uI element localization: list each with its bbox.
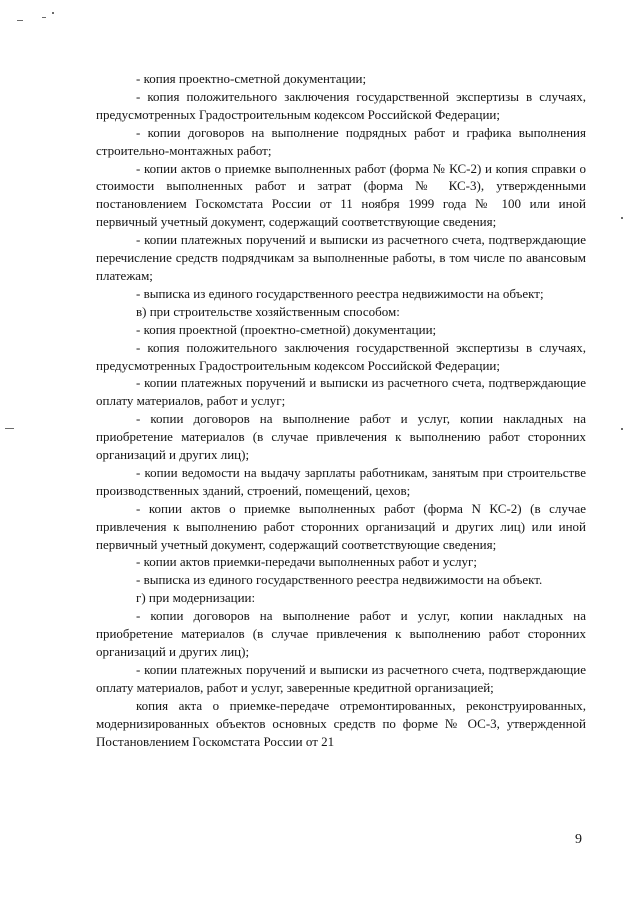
scan-mark bbox=[17, 20, 23, 21]
paragraph: - копии платежных поручений и выписки из расчетного счета, подтверждающие оплату материалов, работ и услуг; bbox=[96, 375, 586, 409]
section-heading: г) при модернизации: bbox=[136, 590, 256, 606]
paragraph: - копии актов приемки-передачи выполненных работ и услуг; bbox=[136, 554, 477, 570]
paragraph: - выписка из единого государственного реестра недвижимости на объект; bbox=[136, 285, 544, 301]
paragraph: - копии договоров на выполнение работ и услуг, копии накладных на приобретение материалов (в случае привлечения к выполнению работ сторонних организаций и других лиц); bbox=[96, 411, 586, 463]
paragraph: - копия проектной (проектно-сметной) документации; bbox=[136, 321, 437, 337]
paragraph: - копия положительного заключения государственной экспертизы в случаях, предусмотренных Градостроительным кодексом Российской Федерации; bbox=[96, 88, 586, 122]
paragraph: - копии договоров на выполнение подрядных работ и графика выполнения строительно-монтажных работ; bbox=[96, 124, 586, 158]
page-number: 9 bbox=[575, 832, 582, 847]
paragraph: - выписка из единого государственного реестра недвижимости на объект. bbox=[136, 572, 543, 588]
paragraph: - копии платежных поручений и выписки из расчетного счета, подтверждающие перечисление средств подрядчикам за выполненные работы, в том числе по авансовым платежам; bbox=[96, 232, 586, 283]
paragraph: - копии платежных поручений и выписки из расчетного счета, подтверждающие оплату материалов, работ и услуг, заверенные кредитной организацией; bbox=[96, 661, 586, 695]
scan-mark bbox=[42, 17, 46, 18]
paragraph: - копии ведомости на выдачу зарплаты работникам, занятым при строительстве производственных зданий, строений, помещений, цехов; bbox=[96, 464, 586, 498]
scan-mark bbox=[621, 217, 623, 219]
paragraph: - копия проектно-сметной документации; bbox=[136, 71, 367, 86]
paragraph: - копии договоров на выполнение работ и услуг, копии накладных на приобретение материалов (в случае привлечения к выполнению работ сторонних организаций и других лиц); bbox=[96, 608, 586, 659]
scan-mark bbox=[621, 428, 623, 430]
scan-mark bbox=[52, 12, 54, 14]
section-heading: в) при строительстве хозяйственным способом: bbox=[136, 303, 400, 319]
scan-mark bbox=[5, 428, 14, 429]
paragraph: копия акта о приемке-передаче отремонтированных, реконструированных, модернизированных объектов основных средств по форме № ОС-3, утвержденной Постановлением Госкомстата России от 21 bbox=[96, 697, 586, 749]
document-body bbox=[96, 70, 586, 750]
paragraph: - копия положительного заключения государственной экспертизы в случаях, предусмотренных Градостроительным кодексом Российской Федерации; bbox=[96, 339, 586, 373]
paragraph: - копии актов о приемке выполненных работ (форма N КС-2) (в случае привлечения к выполнению работ сторонних организаций и других лиц) или иной первичный учетный документ, содержащий соответствующие сведения; bbox=[96, 500, 586, 552]
paragraph: - копии актов о приемке выполненных работ (форма № КС-2) и копия справки о стоимости выполненных работ и затрат (форма № КС-3), утвержденными постановлением Госкомстата России от 11 ноября 1999 года № 100 или иной первичный учетный документ, содержащий соответствующие сведения; bbox=[96, 160, 586, 230]
